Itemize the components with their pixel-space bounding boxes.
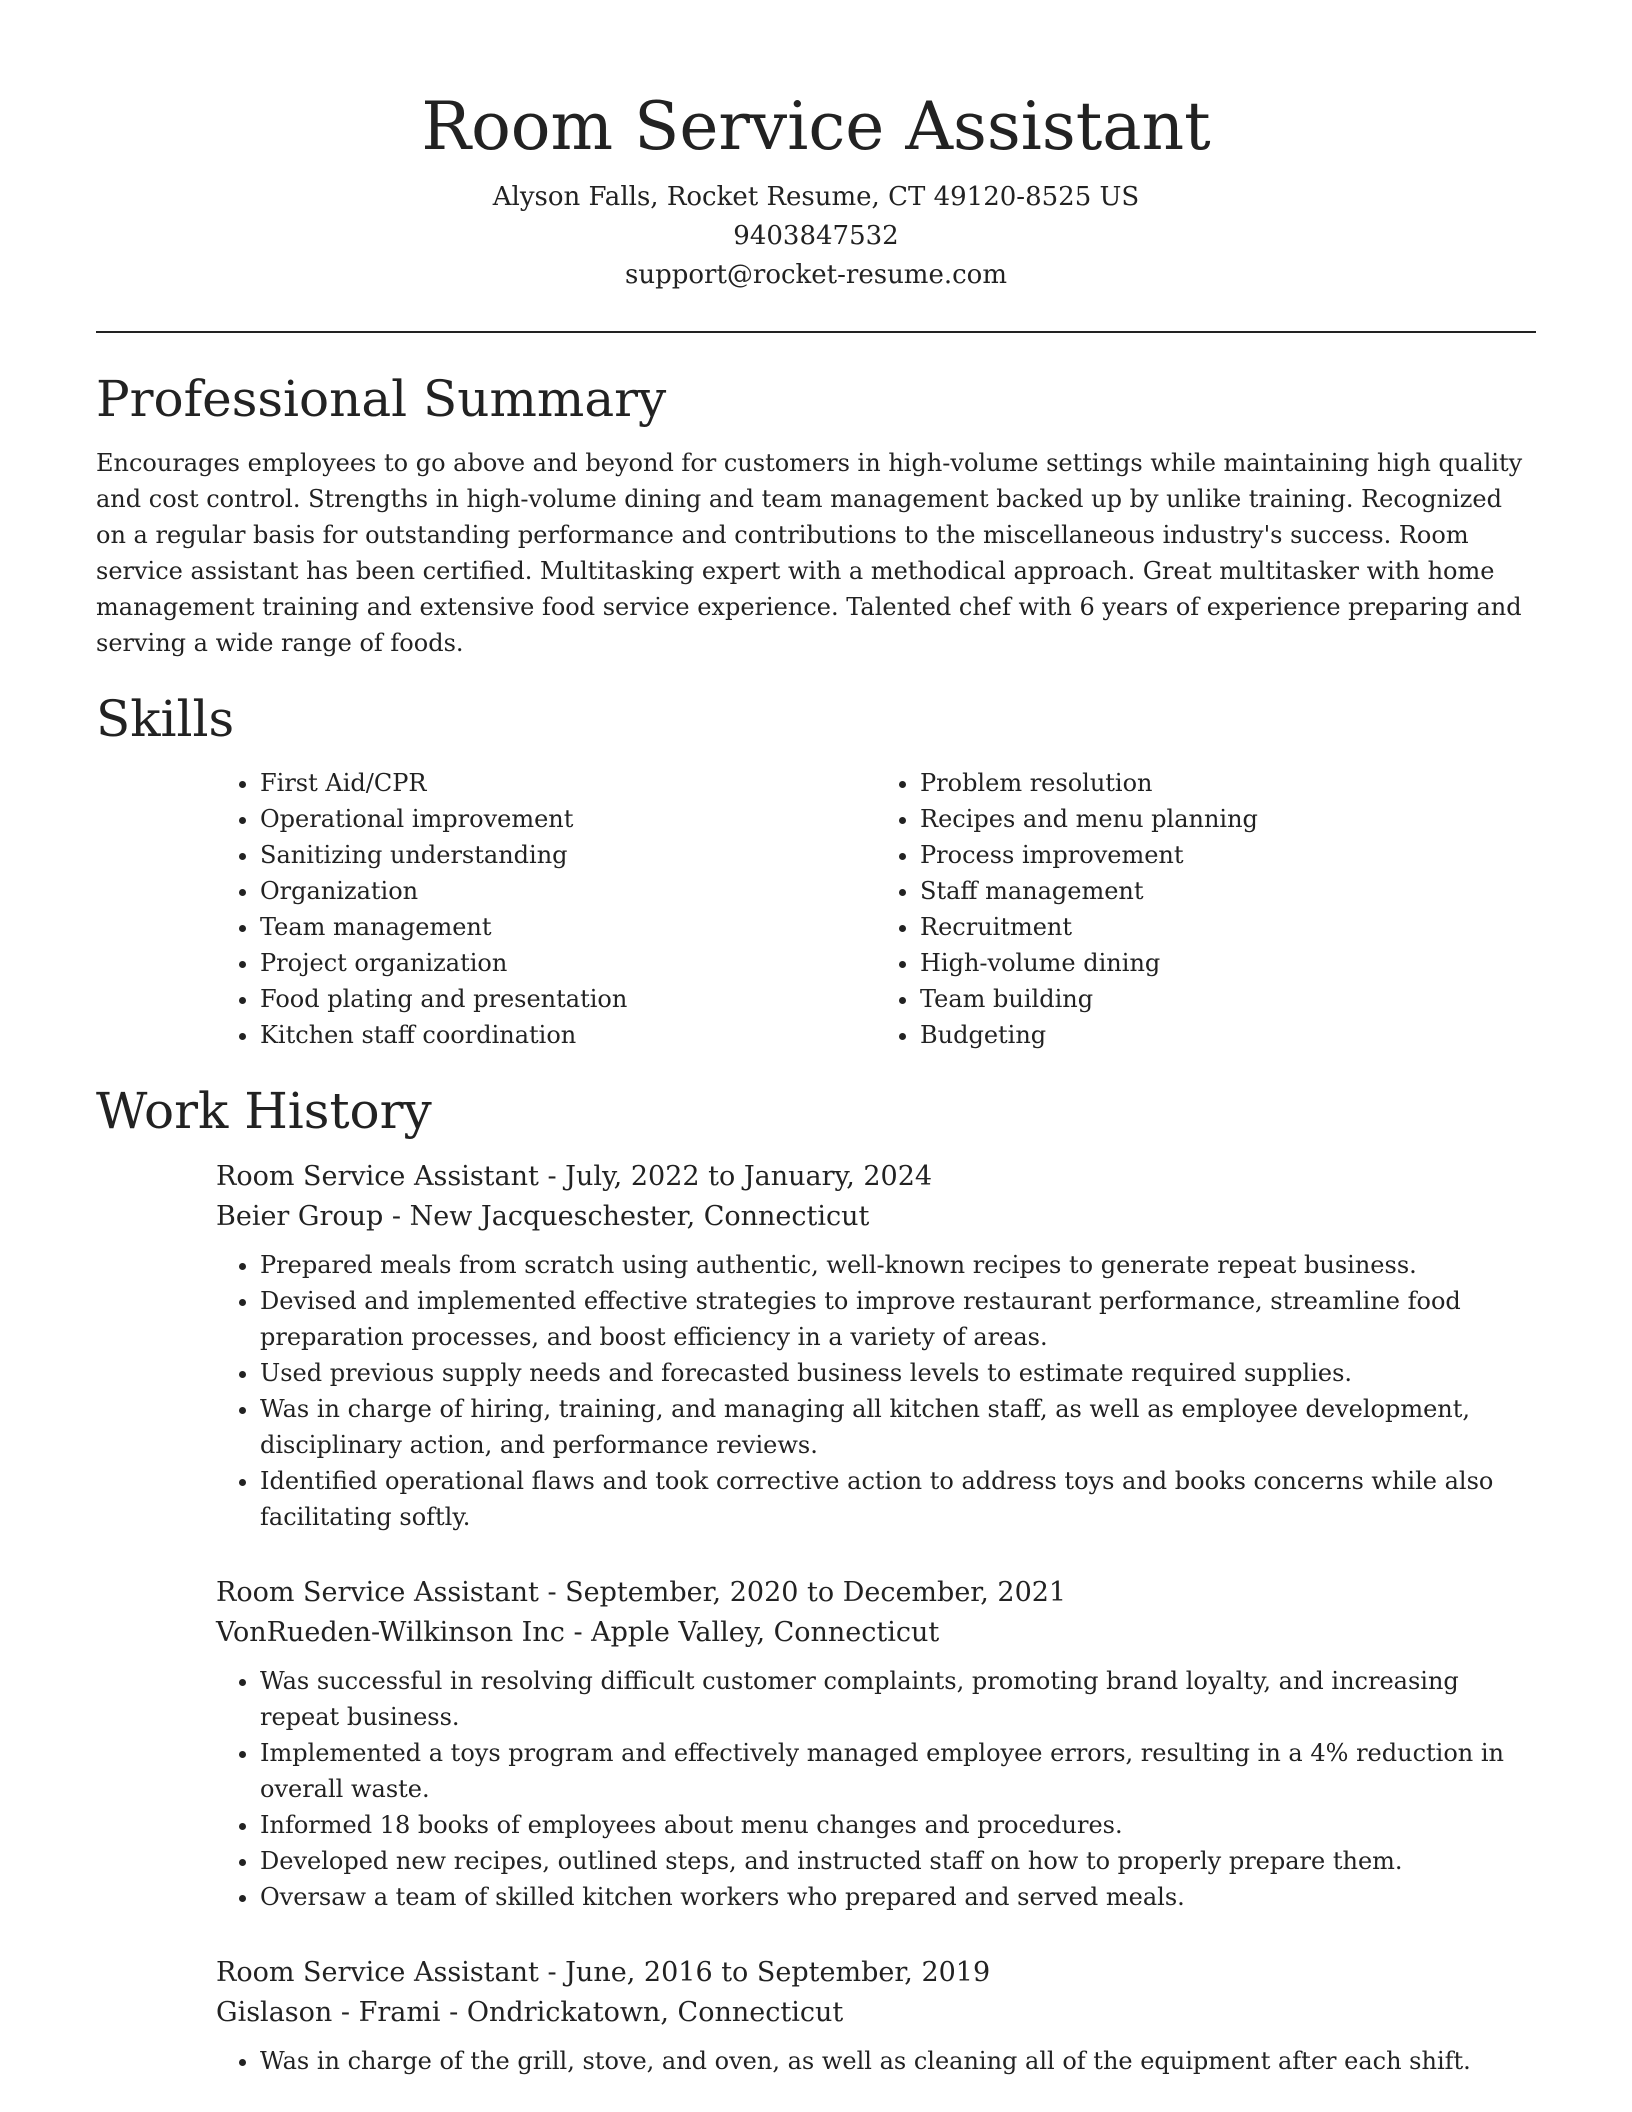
job-bullets (216, 2043, 1536, 2079)
job-bullet: • Implemented a toys program and effectively managed employee errors, resulting in a 4% reduction in overall waste. (260, 1735, 1536, 1807)
skills-heading: Skills (96, 690, 235, 748)
job-title: Room Service Assistant (216, 1161, 539, 1192)
job-bullet: • Oversaw a team of skilled kitchen workers who prepared and served meals. (260, 1879, 1536, 1915)
job-bullet: • Devised and implemented effective strategies to improve restaurant performance, streamline food preparation processes, and boost efficiency in a variety of areas. (260, 1283, 1536, 1355)
job-company: Gislason - Frami (216, 1997, 441, 2028)
skill-item: • Recruitment (920, 909, 1536, 945)
summary-section (96, 367, 1536, 661)
skill-item: • Sanitizing understanding (260, 837, 876, 873)
skill-item: • Staff management (920, 873, 1536, 909)
job-title: Room Service Assistant (216, 1957, 539, 1988)
skill-item: • Kitchen staff coordination (260, 1017, 876, 1053)
skill-item: • Team building (920, 981, 1536, 1017)
job-bullets (216, 1663, 1536, 1915)
skill-item: • Operational improvement (260, 801, 876, 837)
job-dates: - June, 2016 to September, 2019 (538, 1957, 991, 1988)
skills-section (96, 687, 1536, 1053)
resume-header (96, 0, 1536, 295)
skill-item: • High-volume dining (920, 945, 1536, 981)
job-entry (216, 1573, 1536, 1915)
work-history-heading: Work History (96, 1082, 432, 1140)
job-bullet: • Informed 18 books of employees about menu changes and procedures. (260, 1807, 1536, 1843)
job-bullet: • Developed new recipes, outlined steps, and instructed staff on how to properly prepare them. (260, 1843, 1536, 1879)
job-title-line (216, 1953, 1536, 1993)
job-title: Room Service Assistant (216, 1577, 539, 1608)
job-bullet: • Prepared meals from scratch using authentic, well-known recipes to generate repeat business. (260, 1247, 1536, 1283)
job-bullet: • Was in charge of hiring, training, and managing all kitchen staff, as well as employee development, disciplinary action, and performance reviews. (260, 1391, 1536, 1463)
job-entry (216, 1953, 1536, 2079)
job-location: - Ondrickatown, Connecticut (440, 1997, 844, 2028)
resume-title: Room Service Assistant (421, 88, 1211, 165)
skill-item: • Project organization (260, 945, 876, 981)
address: Alyson Falls, Rocket Resume, CT 49120-8525 US (492, 182, 1140, 212)
summary-text: Encourages employees to go above and beyond for customers in high-volume settings while maintaining high quality and cost control. Strengths in high-volume dining and team management backed up by unlike training. Recognized on a regular basis for outstanding performance and contributions to the miscellaneous industry's success. Room service assistant has been certified. Multitasking expert with a methodical approach. Great multitasker with home management training and extensive food service experience. Talented chef with 6 years of experience preparing and serving a wide range of foods. (96, 449, 1523, 657)
skill-item: • Team management (260, 909, 876, 945)
contact-block (96, 178, 1536, 295)
job-company-line (216, 1993, 1536, 2033)
skill-item: • Organization (260, 873, 876, 909)
email: support@rocket-resume.com (624, 260, 1007, 290)
skill-item: • Process improvement (920, 837, 1536, 873)
job-location: - New Jacqueschester, Connecticut (383, 1201, 870, 1232)
job-company-line (216, 1197, 1536, 1237)
job-title-line (216, 1157, 1536, 1197)
skill-item: • Problem resolution (920, 765, 1536, 801)
job-company: Beier Group (216, 1201, 384, 1232)
job-location: - Apple Valley, Connecticut (564, 1617, 940, 1648)
job-title-line (216, 1573, 1536, 1613)
summary-heading: Professional Summary (96, 370, 667, 428)
job-bullet: • Was in charge of the grill, stove, and oven, as well as cleaning all of the equipment after each shift. (260, 2043, 1536, 2079)
skill-item: • Recipes and menu planning (920, 801, 1536, 837)
skills-grid (216, 765, 1536, 1053)
skill-item: • Food plating and presentation (260, 981, 876, 1017)
skills-column-left (216, 765, 876, 1053)
job-bullet: • Identified operational flaws and took corrective action to address toys and books concerns while also facilitating softly. (260, 1463, 1536, 1535)
job-dates: - September, 2020 to December, 2021 (538, 1577, 1067, 1608)
job-company-line (216, 1613, 1536, 1653)
skill-item: • Budgeting (920, 1017, 1536, 1053)
job-bullet: • Was successful in resolving difficult customer complaints, promoting brand loyalty, and increasing repeat business. (260, 1663, 1536, 1735)
job-company: VonRueden-Wilkinson Inc (216, 1617, 565, 1648)
work-history-section (96, 1079, 1536, 2079)
phone: 9403847532 (733, 221, 899, 251)
skill-item: • First Aid/CPR (260, 765, 876, 801)
job-bullet: • Used previous supply needs and forecasted business levels to estimate required supplies. (260, 1355, 1536, 1391)
resume-page (96, 0, 1536, 2079)
job-entry (216, 1157, 1536, 1535)
job-dates: - July, 2022 to January, 2024 (538, 1161, 933, 1192)
skills-column-right (876, 765, 1536, 1053)
header-divider (96, 331, 1536, 333)
job-bullets (216, 1247, 1536, 1535)
